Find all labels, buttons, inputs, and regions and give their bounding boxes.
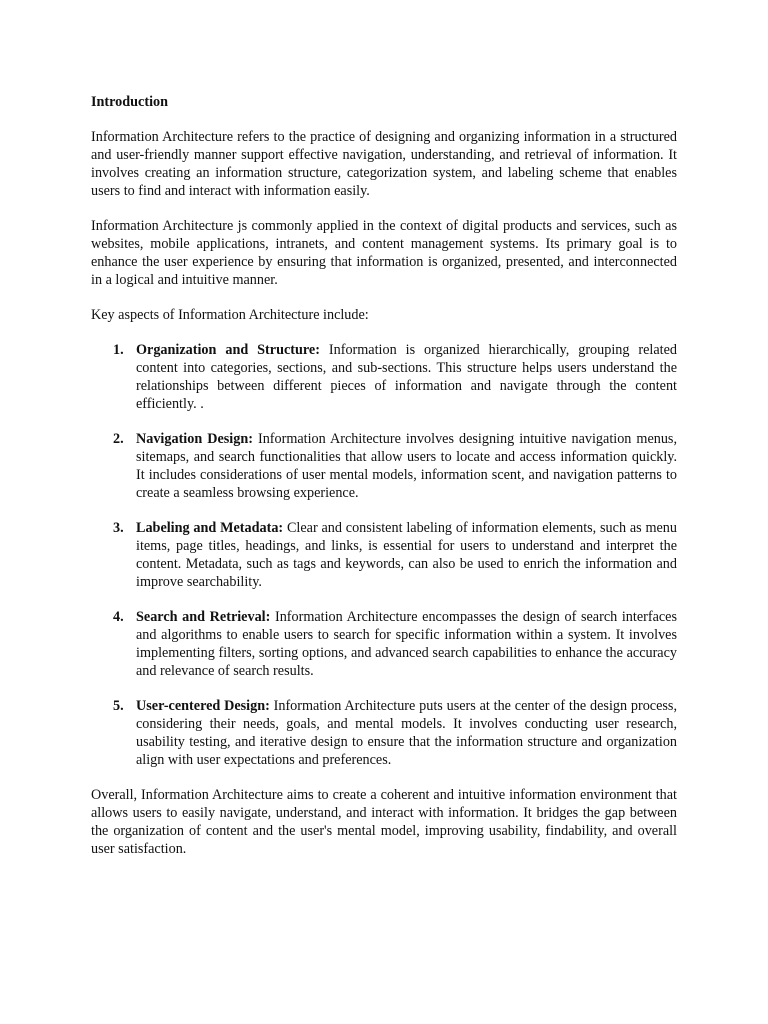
list-item-text: Clear and consistent labeling of information elements, such as menu items, page titles, headings, and links, is essential for users to understand and interpret the content. Metadata, such as tags and keywords, can also be used to enrich the information and improve searchability. [136, 520, 677, 590]
list-item-text: Information is organized hierarchically, grouping related content into categories, sections, and sub-sections. This structure helps users understand the relationships between different pieces of information and navigate through the content efficiently. . [136, 342, 677, 412]
list-item-number: 2. [113, 431, 124, 447]
list-item-term: Labeling and Metadata: [136, 520, 287, 536]
key-aspects-list [91, 341, 677, 769]
list-item-number: 5. [113, 698, 124, 714]
list-item-number: 4. [113, 609, 124, 625]
list-item-text: Information Architecture involves designing intuitive navigation menus, sitemaps, and search functionalities that allow users to locate and access information quickly. It includes considerations of user mental models, information scent, and navigation patterns to create a seamless browsing experience. [136, 431, 678, 501]
document-page [91, 93, 677, 875]
intro-paragraph-1: Information Architecture refers to the practice of designing and organizing information in a structured and user-friendly manner support effective navigation, understanding, and retrieval of information. It involves creating an information structure, categorization system, and labeling scheme that enables users to find and interact with information easily. [91, 129, 677, 199]
section-heading: Introduction [91, 94, 168, 110]
conclusion-paragraph: Overall, Information Architecture aims to create a coherent and intuitive information environment that allows users to easily navigate, understand, and interact with information. It bridges the gap between the organization of content and the user's mental model, improving usability, findability, and overall user satisfaction. [91, 787, 677, 857]
list-item-text: Information Architecture encompasses the design of search interfaces and algorithms to enable users to search for specific information within a system. It involves implementing filters, sorting options, and advanced search capabilities to enhance the accuracy and relevance of search results. [136, 609, 677, 679]
list-item-term: Navigation Design: [136, 431, 258, 447]
list-item-text: Information Architecture puts users at the center of the design process, considering their needs, goals, and mental models. It involves conducting user research, usability testing, and iterative design to ensure that the information structure and organization align with user expectations and preferences. [136, 698, 677, 768]
list-item [91, 519, 677, 591]
list-item [91, 341, 677, 413]
list-item-number: 1. [113, 342, 124, 358]
list-item-term: Search and Retrieval: [136, 609, 275, 625]
list-item-number: 3. [113, 520, 124, 536]
list-item [91, 697, 677, 769]
list-intro: Key aspects of Information Architecture include: [91, 307, 369, 323]
list-item [91, 430, 677, 502]
intro-paragraph-2: Information Architecture js commonly applied in the context of digital products and services, such as websites, mobile applications, intranets, and content management systems. Its primary goal is to enhance the user experience by ensuring that information is organized, presented, and interconnected in a logical and intuitive manner. [91, 218, 677, 288]
list-item-term: Organization and Structure: [136, 342, 329, 358]
list-item-term: User-centered Design: [136, 698, 274, 714]
list-item [91, 608, 677, 680]
